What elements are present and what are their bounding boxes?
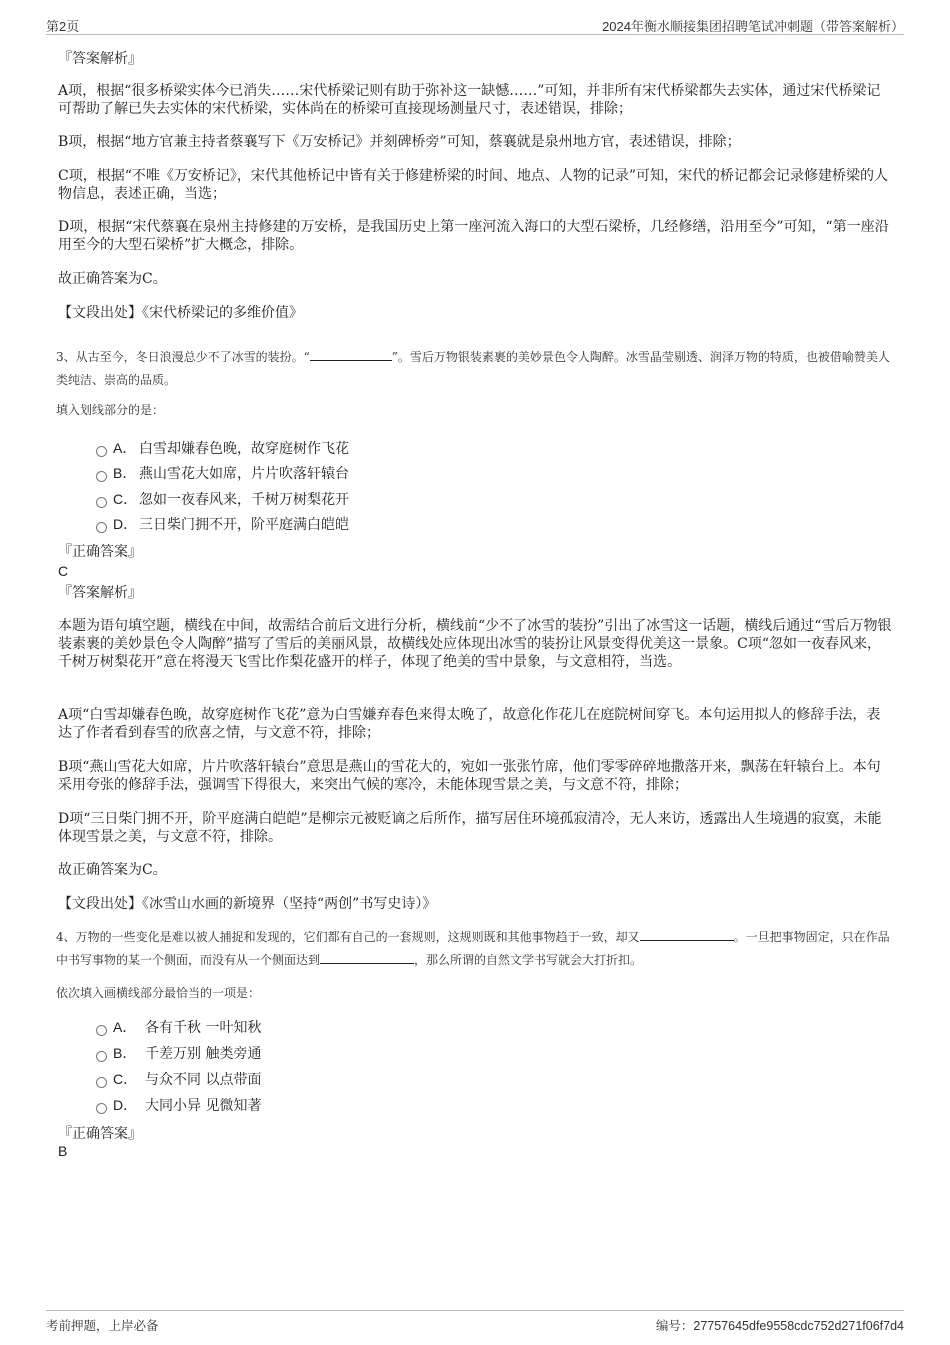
question-3-text: 3、从古至今，冬日浪漫总少不了冰雪的装扮。“ ”。雪后万物银装素裹的美妙景色令人陶醉。冰雪晶莹剔透、润泽万物的特质，也被借喻赞美人类纯洁、崇高的品质。	[56, 350, 890, 387]
analysis-option-a: A项“白雪却嫌春色晚，故穿庭树作飞花”意为白雪嫌弃春色来得太晚了，故意化作花儿在庭院树间穿飞。本句运用拟人的修辞手法，表达了作者看到春雪的欣喜之情，与文意不符，排除；	[58, 707, 881, 741]
analysis-option-d: D项，根据“宋代蔡襄在泉州主持修建的万安桥，是我国历史上第一座河流入海口的大型石梁桥，几经修缮，沿用至今”可知，“第一座沿用至今的大型石梁桥”扩大概念，排除。	[58, 219, 889, 253]
radio-icon[interactable]	[96, 446, 107, 457]
conclusion: 故正确答案为C。	[58, 862, 167, 878]
option-d[interactable]: D． 大同小异 见微知著	[96, 1095, 261, 1115]
question-3-prompt: 填入划线部分的是：	[56, 403, 165, 417]
analysis-label: 『答案解析』	[58, 51, 142, 67]
radio-icon[interactable]	[96, 1025, 107, 1036]
fill-blank	[320, 951, 414, 964]
radio-icon[interactable]	[96, 1051, 107, 1062]
document-id: 编号：27757645dfe9558cdc752d271f06f7d4	[655, 1319, 904, 1333]
source-reference: 【文段出处】《宋代桥梁记的多维价值》	[58, 305, 303, 321]
fill-blank	[310, 348, 392, 361]
option-a[interactable]: A． 各有千秋 一叶知秋	[96, 1017, 261, 1037]
radio-icon[interactable]	[96, 471, 107, 482]
option-b[interactable]: B． 千差万别 触类旁通	[96, 1043, 261, 1063]
radio-icon[interactable]	[96, 522, 107, 533]
question-4-prompt: 依次填入画横线部分最恰当的一项是：	[56, 986, 261, 1000]
answer-label: 『正确答案』	[58, 544, 142, 560]
question-4-text: 4、万物的一些变化是难以被人捕捉和发现的，它们都有自己的一套规则，这规则既和其他事物趋于一致，却又 。一旦把事物固定，只在作品中书写事物的某一个侧面，而没有从一个侧面达到 ，那么所谓的自然文学书写就会大打折扣。	[56, 930, 890, 967]
page-footer	[46, 1310, 904, 1333]
conclusion: 故正确答案为C。	[58, 271, 167, 287]
option-c[interactable]: C． 与众不同 以点带面	[96, 1069, 261, 1089]
analysis-option-b: B项“燕山雪花大如席，片片吹落轩辕台”意思是燕山的雪花大的，宛如一张张竹席，他们零零碎碎地撒落开来，飘荡在轩辕台上。本句采用夸张的修辞手法，强调雪下得很大，来突出气候的寒冷，未能体现雪景之美，与文意不符，排除；	[58, 759, 881, 793]
answer-label: 『正确答案』	[58, 1126, 142, 1142]
page-header	[46, 14, 904, 35]
fill-blank	[640, 928, 734, 941]
document-title: 2024年衡水顺接集团招聘笔试冲刺题（带答案解析）	[602, 19, 904, 34]
analysis-main: 本题为语句填空题，横线在中间，故需结合前后文进行分析，横线前“少不了冰雪的装扮”引出了冰雪这一话题，横线后通过“雪后万物银装素裹的美妙景色令人陶醉”描写了雪后的美丽风景，故横线处应体现出冰雪的装扮让风景变得优美这一景象。C项“忽如一夜春风来，千树万树梨花开”意在将漫天飞雪比作梨花盛开的样子，体现了绝美的雪中景象，与文意相符，当选。	[58, 618, 892, 670]
option-b[interactable]: B． 燕山雪花大如席，片片吹落轩辕台	[96, 463, 349, 483]
analysis-option-d: D项“三日柴门拥不开，阶平庭满白皑皑”是柳宗元被贬谪之后所作，描写居住环境孤寂清冷，无人来访，透露出人生境遇的寂寞，未能体现雪景之美，与文意不符，排除。	[58, 811, 882, 845]
analysis-option-a: A项，根据“很多桥梁实体今已消失……宋代桥梁记则有助于弥补这一缺憾……”可知，并非所有宋代桥梁都失去实体，通过宋代桥梁记可帮助了解已失去实体的宋代桥梁，实体尚在的桥梁可直接现场测量尺寸，表述错误，排除；	[58, 83, 881, 117]
analysis-option-c: C项，根据“不唯《万安桥记》，宋代其他桥记中皆有关于修建桥梁的时间、地点、人物的记录”可知，宋代的桥记都会记录修建桥梁的人物信息，表述正确，当选；	[58, 168, 889, 202]
answer-value: C	[58, 563, 69, 579]
radio-icon[interactable]	[96, 1103, 107, 1114]
option-a[interactable]: A． 白雪却嫌春色晚，故穿庭树作飞花	[96, 438, 349, 458]
source-reference: 【文段出处】《冰雪山水画的新境界（坚持“两创”书写史诗）》	[58, 896, 437, 912]
option-c[interactable]: C． 忽如一夜春风来，千树万树梨花开	[96, 489, 349, 509]
footer-slogan: 考前押题，上岸必备	[46, 1318, 159, 1333]
analysis-option-b: B项，根据“地方官兼主持者蔡襄写下《万安桥记》并刻碑桥旁”可知，蔡襄就是泉州地方官，表述错误，排除；	[58, 134, 741, 150]
option-d[interactable]: D． 三日柴门拥不开，阶平庭满白皑皑	[96, 514, 349, 534]
radio-icon[interactable]	[96, 1077, 107, 1088]
radio-icon[interactable]	[96, 497, 107, 508]
page-number: 第2页	[46, 19, 80, 34]
answer-value: B	[58, 1143, 68, 1159]
analysis-label: 『答案解析』	[58, 585, 142, 601]
